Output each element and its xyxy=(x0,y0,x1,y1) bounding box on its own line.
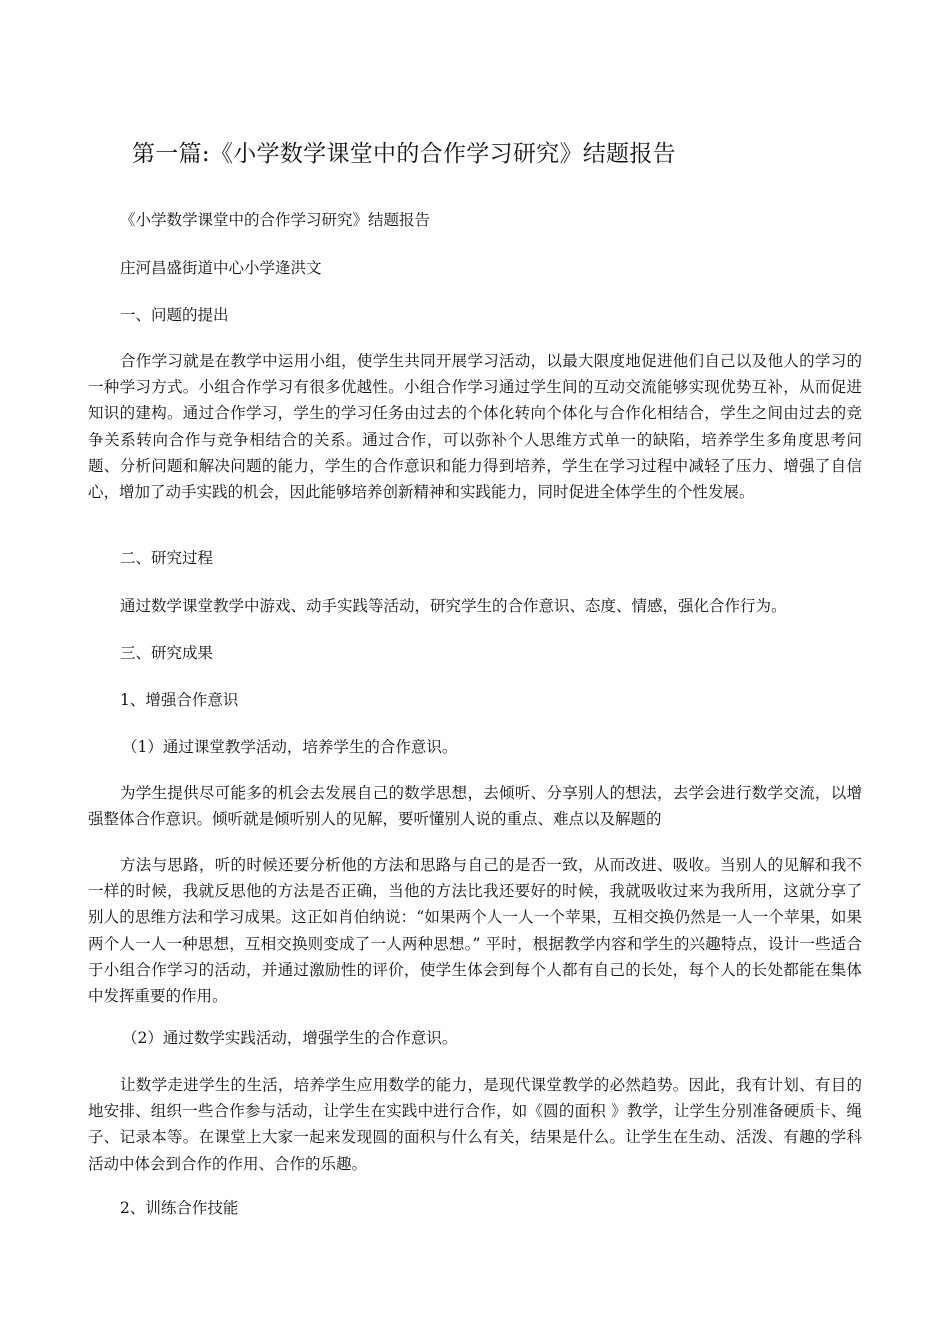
item-heading-cooperation-skills: 2、训练合作技能 xyxy=(120,1199,239,1217)
document-subtitle: 《小学数学课堂中的合作学习研究》结题报告 xyxy=(120,211,431,229)
section-heading-problem: 一、问题的提出 xyxy=(120,306,229,324)
author-line: 庄河昌盛街道中心小学逄洪文 xyxy=(120,259,322,277)
item-heading-cooperation-awareness: 1、增强合作意识 xyxy=(120,691,239,709)
subitem-practice-activities: （2）通过数学实践活动，增强学生的合作意识。 xyxy=(122,1029,458,1047)
paragraph-opportunities: 为学生提供尽可能多的机会去发展自己的数学思想，去倾听、分享别人的想法，去学会进行数学交流，以增强整体合作意识。倾听就是倾听别人的见解，要听懂别人说的重点、难点以及解题的 xyxy=(88,784,862,829)
paragraph-practice: 让数学走进学生的生活，培养学生应用数学的能力，是现代课堂教学的必然趋势。因此，我有计划、有目的地安排、组织一些合作参与活动，让学生在实践中进行合作，如《圆的面积 》教学，让学生分别准备硬质卡、绳子、记录本等。在课堂上大家一起来发现圆的面积与什么有关，结果是什么。让学生在生动、活泼、有趣的学科活动中体会到合作的作用、合作的乐趣。 xyxy=(88,1076,862,1173)
subitem-classroom-activities: （1）通过课堂教学活动，培养学生的合作意识。 xyxy=(122,738,458,756)
document-title: 第一篇:《小学数学课堂中的合作学习研究》结题报告 xyxy=(132,141,676,167)
paragraph-methods: 方法与思路，听的时候还要分析他的方法和思路与自己的是否一致，从而改进、吸收。当别人的见解和我不一样的时候，我就反思他的方法是否正确，当他的方法比我还要好的时候，我就吸收过来为我所用，这就分享了别人的思维方法和学习成果。这正如肖伯纳说：“如果两个人一人一个苹果，互相交换仍然是一人一个苹果，如果两个人一人一种思想，互相交换则变成了一人两种思想。” 平时，根据教学内容和学生的兴趣特点，设计一些适合于小组合作学习的活动，并通过激励性的评价，使学生体会到每个人都有自己的长处，每个人的长处都能在集体中发挥重要的作用。 xyxy=(88,856,862,1006)
section-heading-process: 二、研究过程 xyxy=(120,549,214,567)
paragraph-problem: 合作学习就是在教学中运用小组，使学生共同开展学习活动，以最大限度地促进他们自己以及他人的学习的一种学习方式。小组合作学习有很多优越性。小组合作学习通过学生间的互动交流能够实现优势互补，从而促进知识的建构。通过合作学习，学生的学习任务由过去的个体化转向个体化与合作化相结合，学生之间由过去的竞争关系转向合作与竞争相结合的关系。通过合作，可以弥补个人思维方式单一的缺陷，培养学生多角度思考问题、分析问题和解决问题的能力，学生的合作意识和能力得到培养，学生在学习过程中减轻了压力、增强了自信心，增加了动手实践的机会，因此能够培养创新精神和实践能力，同时促进全体学生的个性发展。 xyxy=(88,352,862,502)
section-heading-results: 三、研究成果 xyxy=(120,644,214,662)
paragraph-process: 通过数学课堂教学中游戏、动手实践等活动，研究学生的合作意识、态度、情感，强化合作行为。 xyxy=(120,597,787,615)
